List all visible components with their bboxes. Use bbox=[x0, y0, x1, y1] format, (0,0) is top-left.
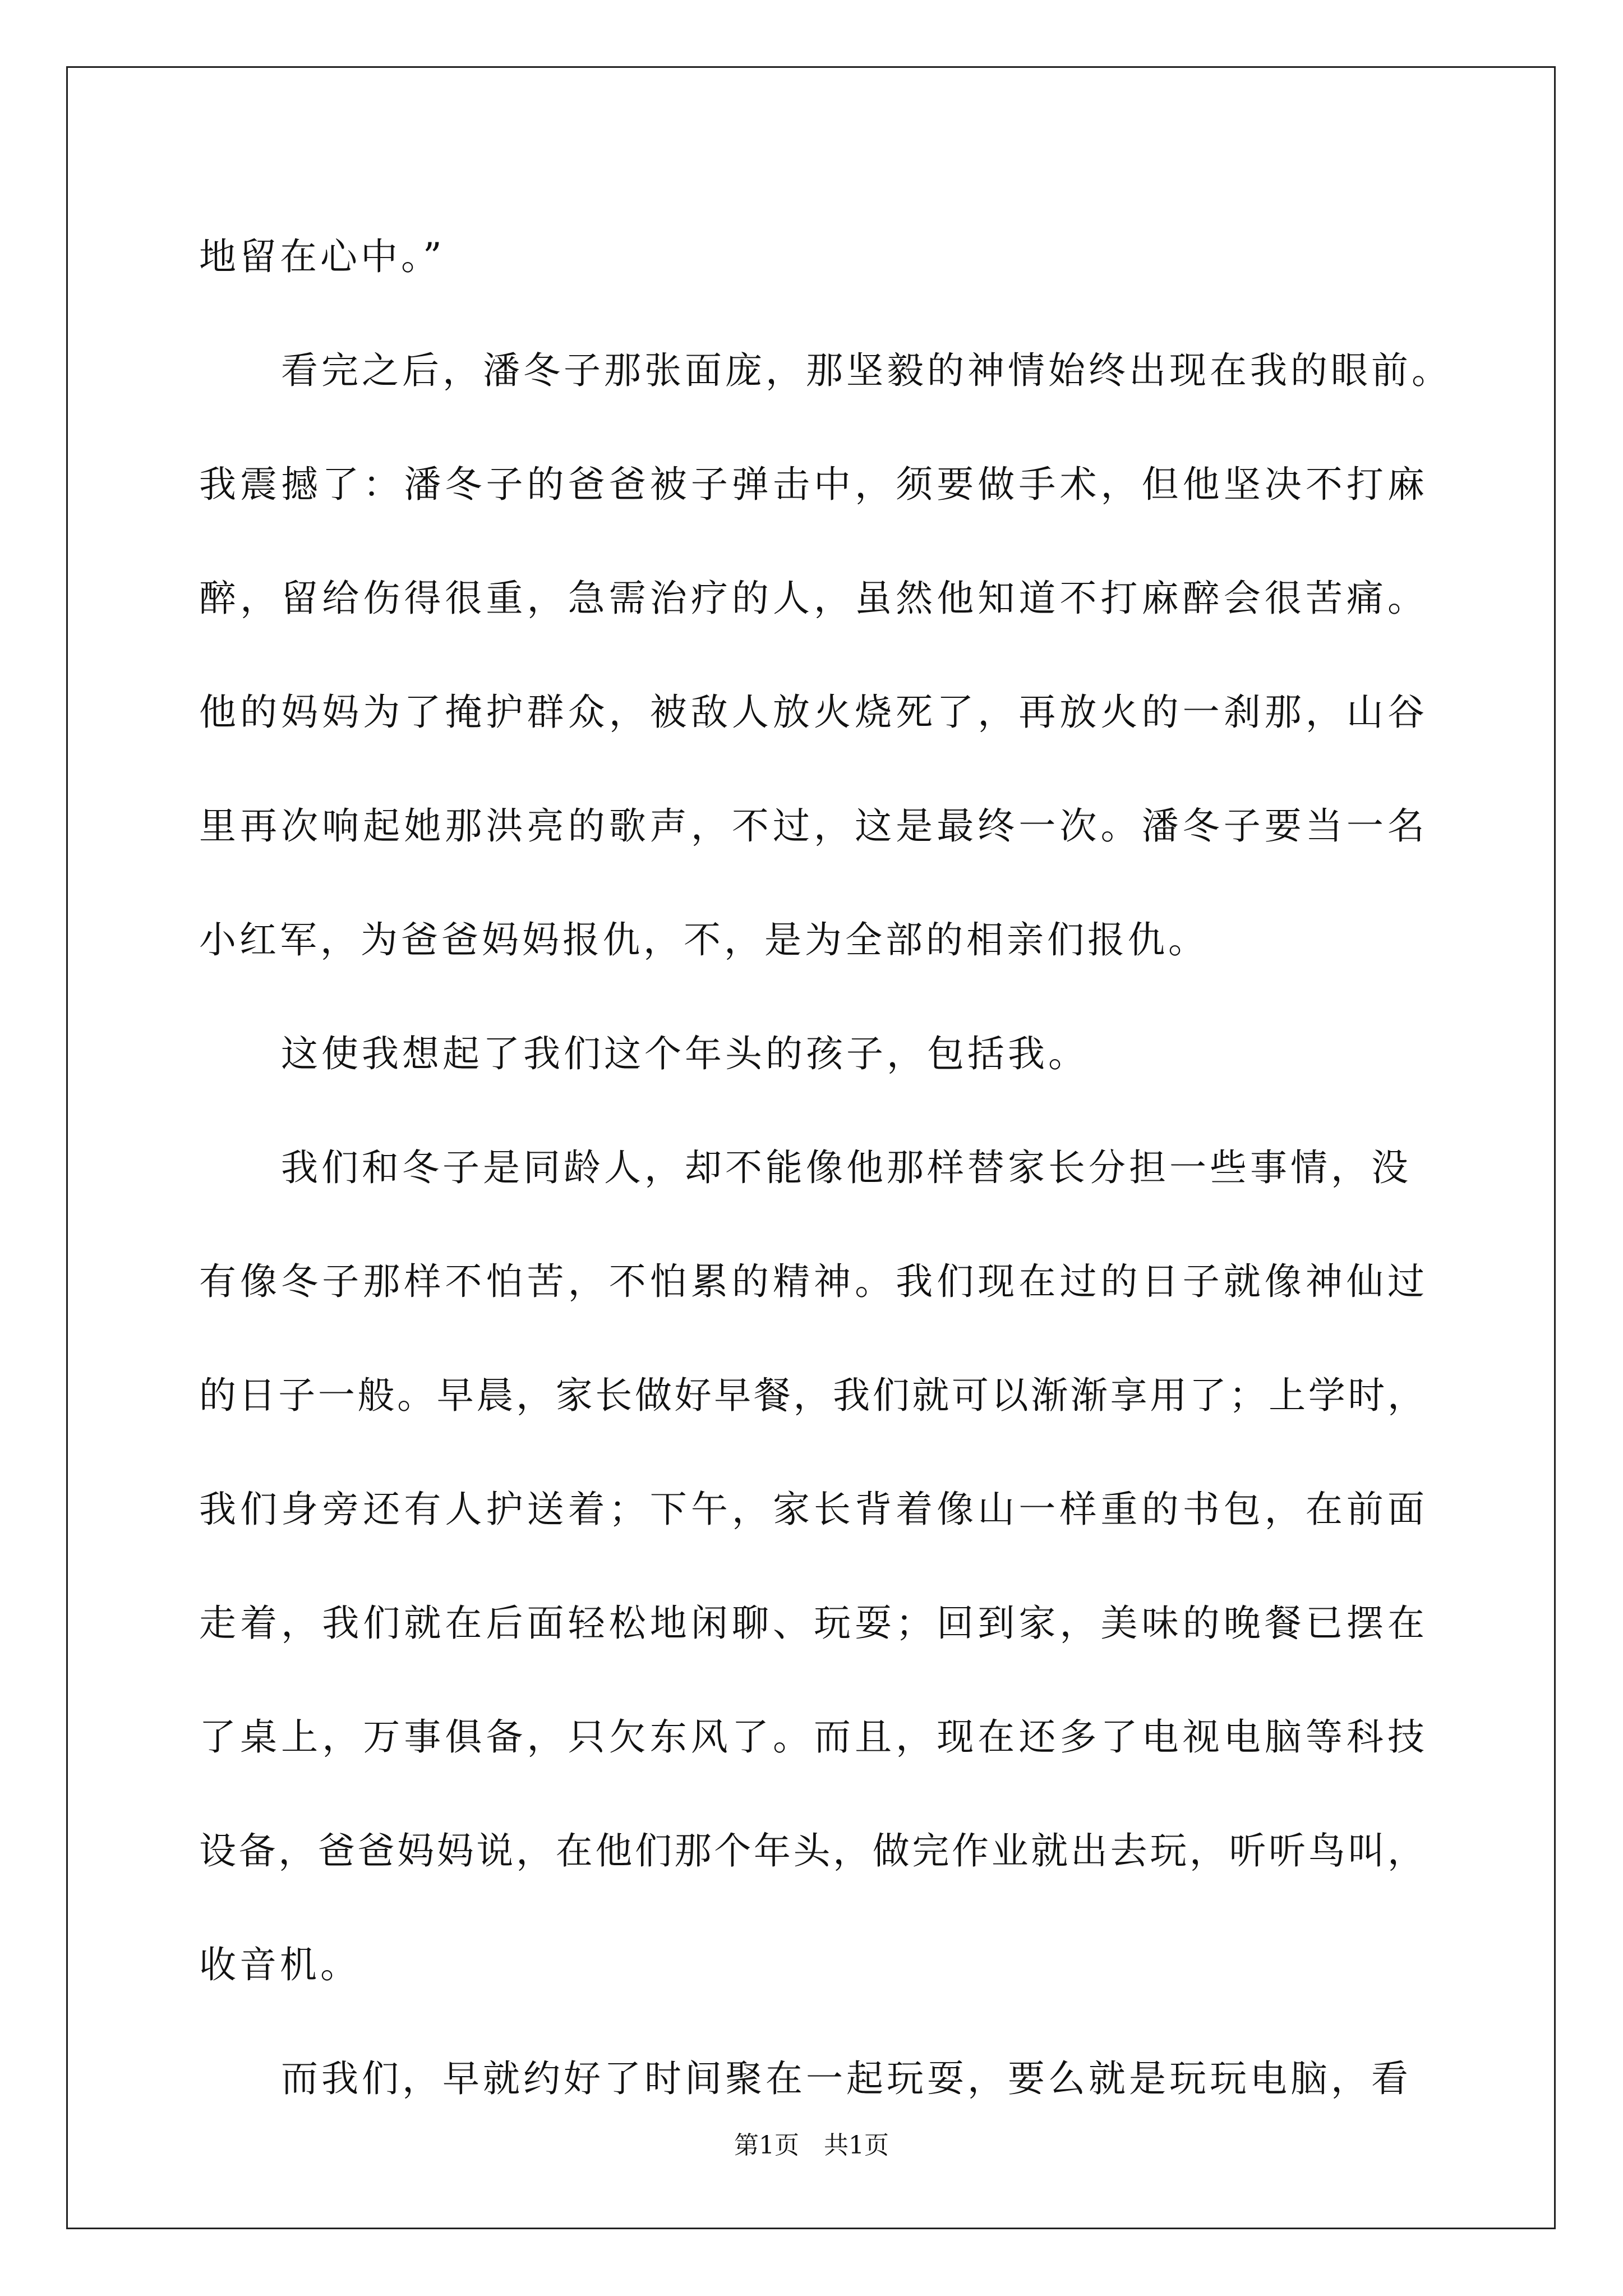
text-line: 小红军，为爸爸妈妈报仇，不，是为全部的相亲们报仇。 bbox=[199, 918, 1209, 961]
paragraph-first-line: 我们和冬子是同龄人，却不能像他那样替家长分担一些事情，没 bbox=[281, 1146, 1412, 1189]
document-body bbox=[199, 200, 1452, 2136]
text-line: 设备，爸爸妈妈说，在他们那个年头，做完作业就出去玩，听听鸟叫， bbox=[199, 1829, 1424, 1872]
text-line: 里再次响起她那洪亮的歌声，不过，这是最终一次。潘冬子要当一名 bbox=[199, 804, 1424, 848]
text-line: 他的妈妈为了掩护群众，被敌人放火烧死了，再放火的一刹那，山谷 bbox=[199, 691, 1424, 734]
paragraph-first-line: 这使我想起了我们这个年头的孩子，包括我。 bbox=[281, 1032, 1089, 1075]
text-line: 收音机。 bbox=[199, 1943, 361, 1986]
paragraph-first-line: 看完之后，潘冬子那张面庞，那坚毅的神情始终出现在我的眼前。 bbox=[281, 349, 1452, 392]
text-line: 我震撼了：潘冬子的爸爸被子弹击中，须要做手术，但他坚决不打麻 bbox=[199, 463, 1424, 506]
paragraph-first-line: 而我们，早就约好了时间聚在一起玩耍，要么就是玩玩电脑，看 bbox=[281, 2057, 1412, 2100]
text-line: 走着，我们就在后面轻松地闲聊、玩耍；回到家，美味的晚餐已摆在 bbox=[199, 1602, 1424, 1645]
text-line: 醉，留给伤得很重，急需治疗的人，虽然他知道不打麻醉会很苦痛。 bbox=[199, 577, 1424, 620]
text-line: 的日子一般。早晨，家长做好早餐，我们就可以渐渐享用了；上学时， bbox=[199, 1374, 1424, 1417]
text-line: 有像冬子那样不怕苦，不怕累的精神。我们现在过的日子就像神仙过 bbox=[199, 1260, 1424, 1303]
text-line: 地留在心中。” bbox=[199, 235, 445, 278]
text-line: 我们身旁还有人护送着；下午，家长背着像山一样重的书包，在前面 bbox=[199, 1488, 1424, 1531]
page-footer: 第1页 共1页 bbox=[734, 2131, 889, 2160]
text-line: 了桌上，万事俱备，只欠东风了。而且，现在还多了电视电脑等科技 bbox=[199, 1715, 1424, 1759]
